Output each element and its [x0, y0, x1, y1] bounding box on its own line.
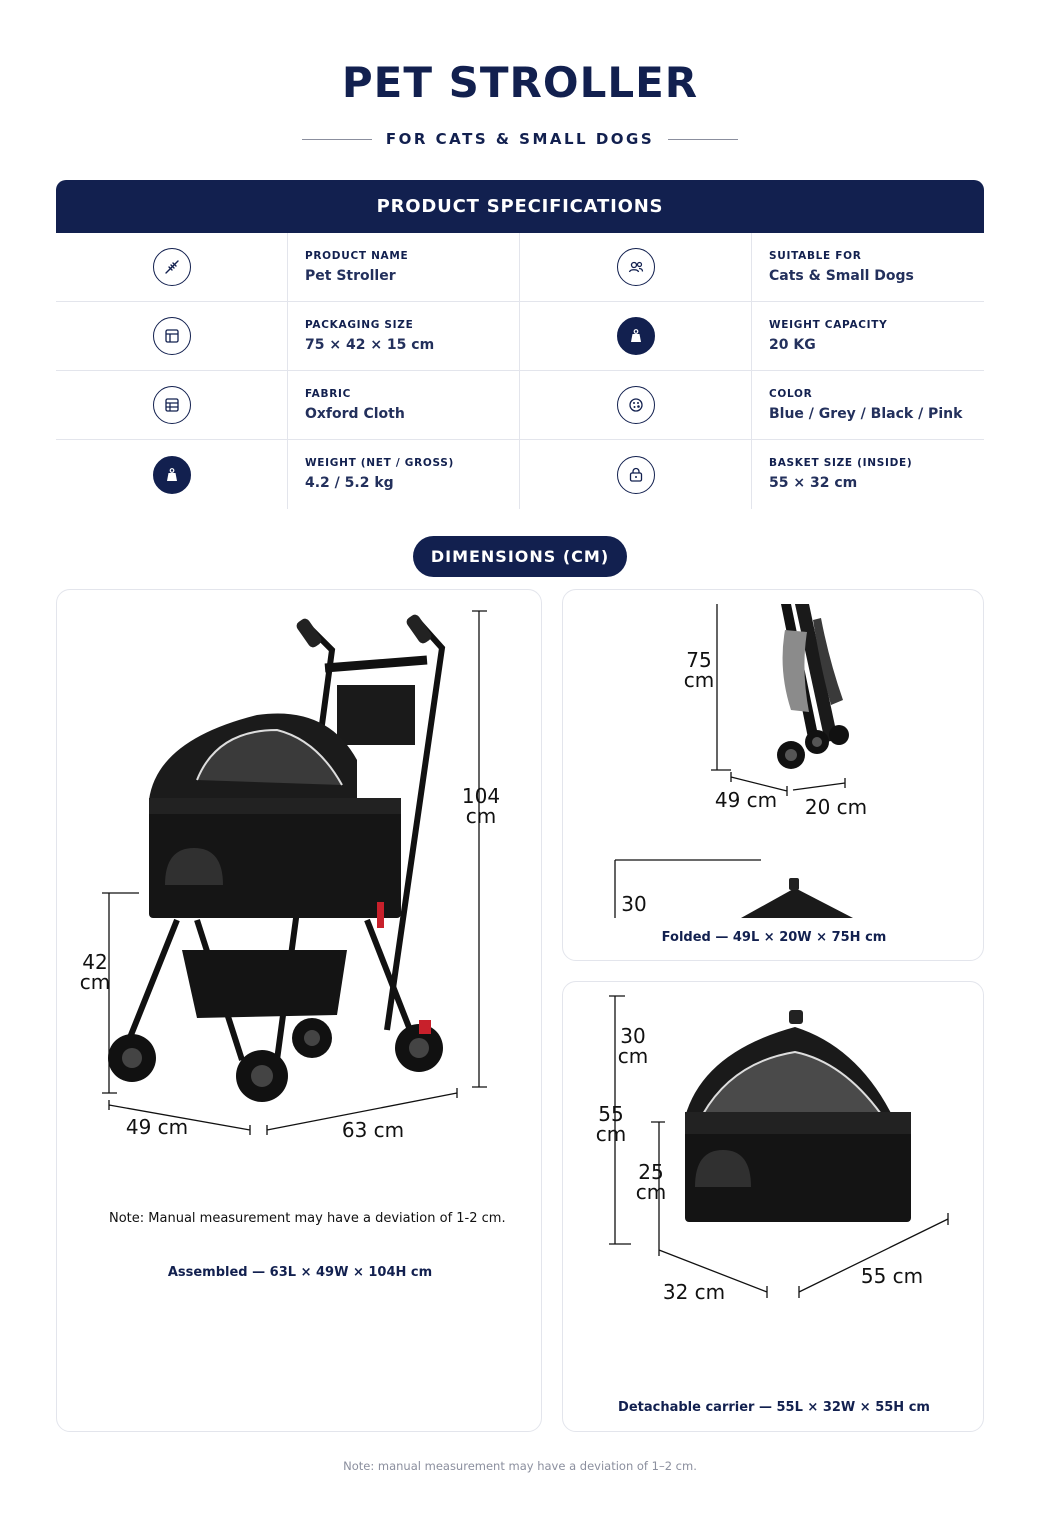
- spec-value: 20 KG: [769, 337, 816, 353]
- folded-depth-label: 20 cm: [804, 795, 868, 819]
- spec-icon-cell: [56, 371, 288, 440]
- ruler-slash-icon: [153, 248, 191, 286]
- spec-icon-cell: [56, 302, 288, 371]
- spec-product-name: [288, 233, 520, 302]
- spec-icon-cell: [56, 440, 288, 509]
- specs-table: [56, 233, 984, 509]
- palette-icon: [617, 386, 655, 424]
- assembled-card: [56, 589, 542, 1432]
- spec-value: Pet Stroller: [305, 268, 396, 284]
- subtitle-rule-left: [302, 139, 372, 140]
- bottom-unit: cm: [635, 1180, 667, 1204]
- spec-fabric: [288, 371, 520, 440]
- height-value: 75: [686, 648, 712, 672]
- spec-value: Cats & Small Dogs: [769, 268, 914, 284]
- assembled-caption: Assembled — 63L × 49W × 104H cm: [167, 1265, 433, 1280]
- spec-value: 75 × 42 × 15 cm: [305, 337, 435, 353]
- specs-heading: PRODUCT SPECIFICATIONS: [56, 180, 984, 233]
- total-unit: cm: [595, 1122, 627, 1146]
- height-unit: cm: [683, 668, 715, 692]
- weight-icon: [153, 456, 191, 494]
- spec-packaging-size: [288, 302, 520, 371]
- seat-value: 42: [82, 950, 108, 974]
- spec-label: WEIGHT CAPACITY: [769, 319, 888, 331]
- carrier-length-label: 55 cm: [860, 1264, 924, 1288]
- top-value: 30: [620, 1024, 646, 1048]
- spec-value: Oxford Cloth: [305, 406, 405, 422]
- dimensions-heading: DIMENSIONS (CM): [413, 536, 627, 577]
- spec-value: 4.2 / 5.2 kg: [305, 475, 394, 491]
- spec-basket-size: [752, 440, 984, 509]
- basket-icon: [617, 456, 655, 494]
- spec-label: SUITABLE FOR: [769, 250, 862, 262]
- height-value: 104: [461, 784, 501, 808]
- spec-suitable-for: [752, 233, 984, 302]
- subtitle-rule-right: [668, 139, 738, 140]
- assembled-stroller-illustration: [57, 590, 542, 1150]
- total-value: 55: [598, 1102, 624, 1126]
- spec-weight-capacity: [752, 302, 984, 371]
- fabric-icon: [153, 386, 191, 424]
- carrier-width-label: 32 cm: [662, 1280, 726, 1304]
- folded-card: [562, 589, 984, 961]
- spec-label: PRODUCT NAME: [305, 250, 409, 262]
- page-title: PET STROLLER: [341, 58, 699, 107]
- folded-partial-label: 30: [621, 892, 647, 916]
- assembled-height-label: [451, 786, 511, 826]
- folded-width-label: 49 cm: [714, 788, 778, 812]
- assembled-seat-height-label: [73, 952, 117, 992]
- bottom-value: 25: [638, 1160, 664, 1184]
- folded-stroller-illustration: [563, 590, 984, 930]
- spec-weight: [288, 440, 520, 509]
- spec-icon-cell: [520, 371, 752, 440]
- spec-icon-cell: [520, 233, 752, 302]
- height-unit: cm: [465, 804, 497, 828]
- folded-height-label: [679, 650, 719, 690]
- spec-label: COLOR: [769, 388, 813, 400]
- top-unit: cm: [617, 1044, 649, 1068]
- spec-icon-cell: [56, 233, 288, 302]
- spec-color: [752, 371, 984, 440]
- assembled-note: Note: Manual measurement may have a deviation of 1-2 cm.: [109, 1211, 506, 1226]
- carrier-total-height-label: [591, 1104, 631, 1144]
- carrier-caption: Detachable carrier — 55L × 32W × 55H cm: [618, 1400, 930, 1415]
- carrier-card: [562, 981, 984, 1432]
- spec-icon-cell: [520, 302, 752, 371]
- seat-unit: cm: [79, 970, 111, 994]
- box-icon: [153, 317, 191, 355]
- spec-icon-cell: [520, 440, 752, 509]
- spec-label: WEIGHT (NET / GROSS): [305, 457, 455, 469]
- page-subtitle: FOR CATS & SMALL DOGS: [385, 130, 655, 148]
- spec-label: FABRIC: [305, 388, 351, 400]
- carrier-bottom-height-label: [631, 1162, 671, 1202]
- spec-value: Blue / Grey / Black / Pink: [769, 406, 963, 422]
- spec-label: BASKET SIZE (INSIDE): [769, 457, 913, 469]
- subtitle-row: [0, 130, 1040, 148]
- weight-icon: [617, 317, 655, 355]
- carrier-top-height-label: [613, 1026, 653, 1066]
- users-icon: [617, 248, 655, 286]
- assembled-width-label: 49 cm: [125, 1115, 189, 1139]
- footer-note: Note: manual measurement may have a deviation of 1–2 cm.: [343, 1459, 697, 1473]
- assembled-length-label: 63 cm: [341, 1118, 405, 1142]
- spec-value: 55 × 32 cm: [769, 475, 858, 491]
- folded-caption: Folded — 49L × 20W × 75H cm: [661, 930, 887, 945]
- spec-label: PACKAGING SIZE: [305, 319, 414, 331]
